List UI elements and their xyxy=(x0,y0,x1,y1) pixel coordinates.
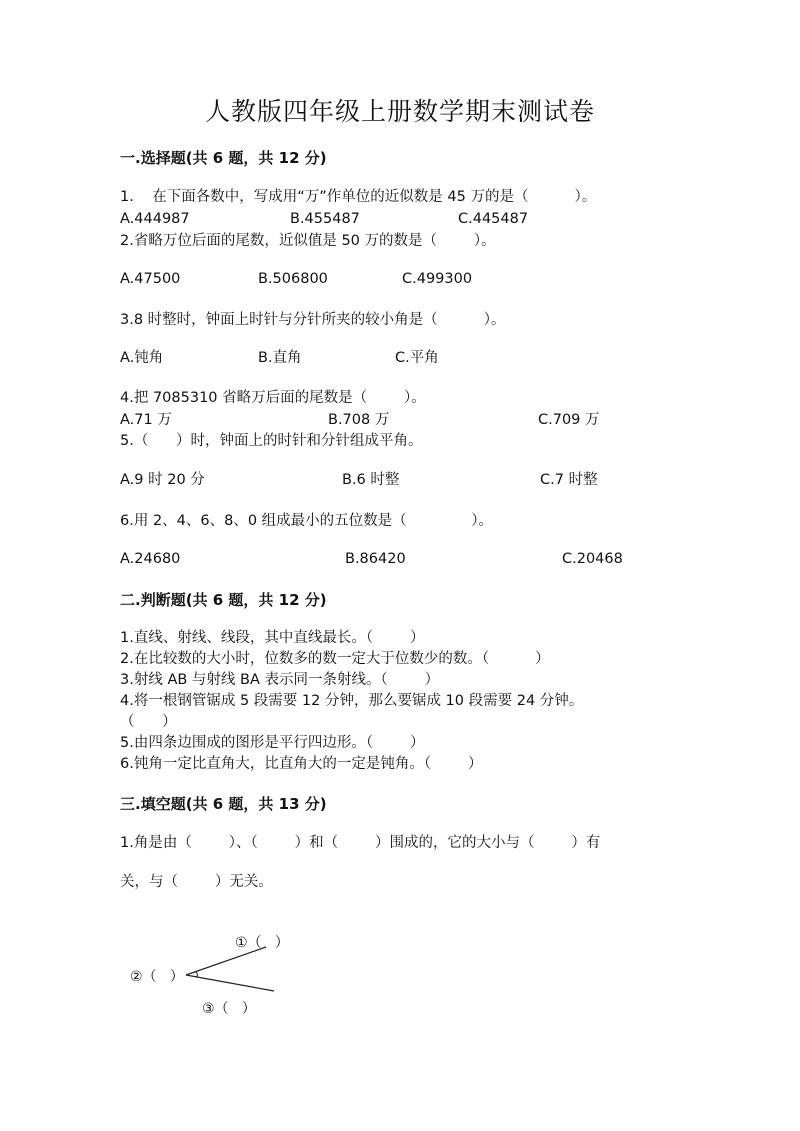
section-heading-choice: 一.选择题(共 6 题，共 12 分) xyxy=(120,149,327,167)
option-a: A.24680 xyxy=(120,551,181,567)
section-heading-fill-in: 三.填空题(共 6 题，共 13 分) xyxy=(120,795,327,813)
angle-arc xyxy=(196,972,198,977)
option-b: B.708 万 xyxy=(328,412,390,428)
option-b: B.6 时整 xyxy=(342,472,400,488)
question-text: 4.把 7085310 省略万后面的尾数是（ ）。 xyxy=(120,390,426,406)
question-text: 6.钝角一定比直角大，比直角大的一定是钝角。（ ） xyxy=(120,756,483,772)
label-side-1: ①（ ） xyxy=(235,935,289,951)
question-text: 3.射线 AB 与射线 BA 表示同一条射线。（ ） xyxy=(120,672,440,688)
question-text: 4.将一根钢管锯成 5 段需要 12 分钟，那么要锯成 10 段需要 24 分钟。 xyxy=(120,693,584,709)
question-text: 5.由四条边围成的图形是平行四边形。（ ） xyxy=(120,735,425,751)
question-text: 1. 在下面各数中，写成用“万”作单位的近似数是 45 万的是（ ）。 xyxy=(120,189,597,205)
question-text: 2.在比较数的大小时，位数多的数一定大于位数少的数。（ ） xyxy=(120,651,550,667)
option-a: A.71 万 xyxy=(120,412,172,428)
label-side-2: ③（ ） xyxy=(202,1001,256,1017)
option-c: C.709 万 xyxy=(538,412,600,428)
option-c: C.7 时整 xyxy=(540,472,598,488)
page-title: 人教版四年级上册数学期末测试卷 xyxy=(204,97,595,126)
section-heading-judgement: 二.判断题(共 6 题，共 12 分) xyxy=(120,591,327,609)
question-text: 6.用 2、4、6、8、0 组成最小的五位数是（ ）。 xyxy=(120,513,493,529)
question-text: 关，与（ ）无关。 xyxy=(120,874,273,890)
option-b: B.506800 xyxy=(258,271,328,287)
option-b: B.455487 xyxy=(290,211,360,227)
question-text: 5.（ ）时，钟面上的时针和分针组成平角。 xyxy=(120,433,423,449)
option-a: A.9 时 20 分 xyxy=(120,472,205,488)
option-c: C.445487 xyxy=(458,211,529,227)
option-c: C.20468 xyxy=(562,551,623,567)
option-a: A.444987 xyxy=(120,211,190,227)
option-a: A.钝角 xyxy=(120,350,164,366)
label-vertex: ②（ ） xyxy=(130,969,184,985)
question-text: 2.省略万位后面的尾数，近似值是 50 万的数是（ ）。 xyxy=(120,233,496,249)
angle-side-lower xyxy=(186,975,274,991)
question-text: 1.直线、射线、线段，其中直线最长。（ ） xyxy=(120,630,425,646)
answer-blank: （ ） xyxy=(120,714,177,730)
option-b: B.直角 xyxy=(258,350,302,366)
option-b: B.86420 xyxy=(345,551,406,567)
question-text: 1.角是由（ ）、（ ）和（ ）围成的，它的大小与（ ）有 xyxy=(120,835,601,851)
option-c: C.499300 xyxy=(402,271,473,287)
angle-diagram xyxy=(120,925,320,1025)
question-text: 3.8 时整时，钟面上时针与分针所夹的较小角是（ ）。 xyxy=(120,312,506,328)
option-c: C.平角 xyxy=(395,350,439,366)
option-a: A.47500 xyxy=(120,271,181,287)
